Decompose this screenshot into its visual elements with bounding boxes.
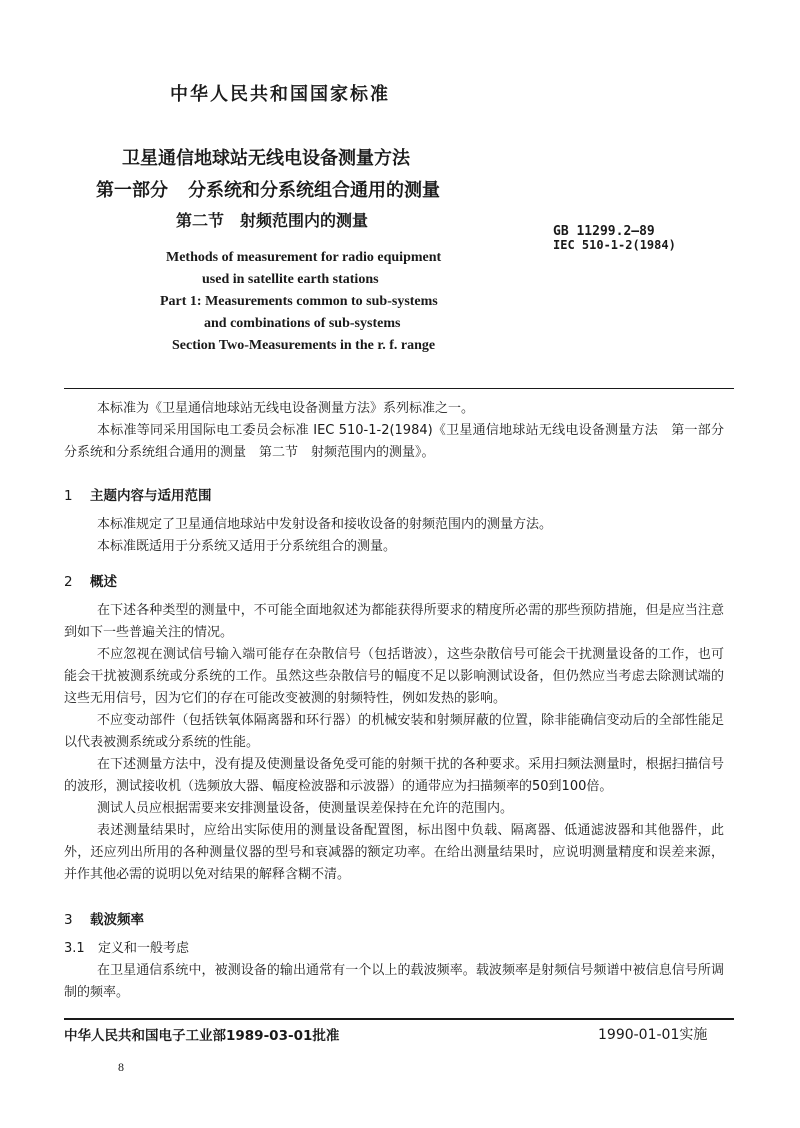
approval-note: 中华人民共和国电子工业部1989-03-01批准: [64, 1028, 340, 1044]
national-standard-heading: 中华人民共和国国家标准: [170, 84, 390, 105]
section-2-heading: [64, 570, 117, 590]
section-title: 主题内容与适用范围: [90, 488, 212, 504]
implementation-date: 1990-01-01实施: [598, 1027, 708, 1043]
header-divider: [64, 388, 734, 389]
section-number: 2: [64, 574, 73, 590]
paragraph: 不应变动部件（包括铁氧体隔离器和环行器）的机械安装和射频屏蔽的位置，除非能确信变动后的全部性能足以代表被测系统或分系统的性能。: [64, 713, 724, 750]
paragraph: 在下述测量方法中，没有提及使测量设备免受可能的射频干扰的各种要求。采用扫频法测量时，根据扫描信号的波形，测试接收机（选频放大器、幅度检波器和示波器）的通带应为扫描频率的50到100倍。: [64, 757, 724, 794]
section-2-body: [64, 600, 724, 886]
subsection-heading: [64, 938, 724, 960]
page-number: 8: [118, 1060, 124, 1074]
section-number: 3: [64, 912, 73, 928]
subsection-3-1: [64, 938, 724, 1004]
english-title-line: Section Two-Measurements in the r. f. range: [172, 338, 436, 353]
title-line-3: 第二节 射频范围内的测量: [176, 211, 369, 230]
title-line-2-part-1: 第一部分: [96, 180, 168, 201]
intro-block: [64, 398, 738, 464]
intro-paragraph: 本标准等同采用国际电工委员会标准 IEC 510-1-2(1984)《卫星通信地球站无线电设备测量方法 第一部分 分系统和分系统组合通用的测量 第二节 射频范围内的测量》。: [64, 423, 738, 460]
title-line-2: [96, 176, 440, 202]
english-title-line: Part 1: Measurements common to sub-systems: [160, 294, 438, 309]
title-line-1: 卫星通信地球站无线电设备测量方法: [122, 148, 410, 169]
intro-paragraph: 本标准为《卫星通信地球站无线电设备测量方法》系列标准之一。: [97, 401, 475, 416]
section-1-heading: [64, 484, 212, 504]
paragraph: 本标准既适用于分系统又适用于分系统组合的测量。: [97, 539, 397, 554]
subsection-title: 定义和一般考虑: [98, 941, 190, 956]
paragraph: 在卫星通信系统中，被测设备的输出通常有一个以上的载波频率。载波频率是射频信号频谱中被信息信号所调制的频率。: [64, 963, 724, 1000]
section-1-body: [64, 514, 724, 558]
paragraph: 在下述各种类型的测量中，不可能全面地叙述为都能获得所要求的精度所必需的那些预防措施，但是应当注意到如下一些普遍关注的情况。: [64, 603, 724, 640]
footer-divider: [64, 1018, 734, 1020]
paragraph: 不应忽视在测试信号输入端可能存在杂散信号（包括谐波），这些杂散信号可能会干扰测量设备的工作，也可能会干扰被测系统或分系统的工作。虽然这些杂散信号的幅度不足以影响测试设备，但仍然应当考虑去除测试端的这些无用信号，因为它们的存在可能改变被测的射频特性，例如发热的影响。: [64, 647, 724, 706]
english-title-line: Methods of measurement for radio equipment: [166, 250, 442, 265]
iec-number: IEC 510-1-2(1984): [553, 238, 676, 252]
subsection-number: 3.1: [64, 941, 85, 956]
paragraph: 表述测量结果时，应给出实际使用的测量设备配置图，标出图中负载、隔离器、低通滤波器和其他器件，此外，还应列出所用的各种测量仪器的型号和衰减器的额定功率。在给出测量结果时，应说明测量精度和误差来源，并作其他必需的说明以免对结果的解释含糊不清。: [64, 823, 724, 882]
paragraph: 测试人员应根据需要来安排测量设备，使测量误差保持在允许的范围内。: [97, 801, 514, 816]
section-number: 1: [64, 488, 73, 504]
title-line-2-part-2: 分系统和分系统组合通用的测量: [188, 180, 440, 201]
english-title-line: and combinations of sub-systems: [204, 316, 401, 331]
section-3-heading: [64, 908, 144, 928]
section-title: 概述: [90, 574, 117, 590]
paragraph: 本标准规定了卫星通信地球站中发射设备和接收设备的射频范围内的测量方法。: [97, 517, 553, 532]
english-title-line: used in satellite earth stations: [202, 272, 379, 287]
standard-number: GB 11299.2—89: [553, 224, 655, 239]
section-title: 载波频率: [90, 912, 144, 928]
